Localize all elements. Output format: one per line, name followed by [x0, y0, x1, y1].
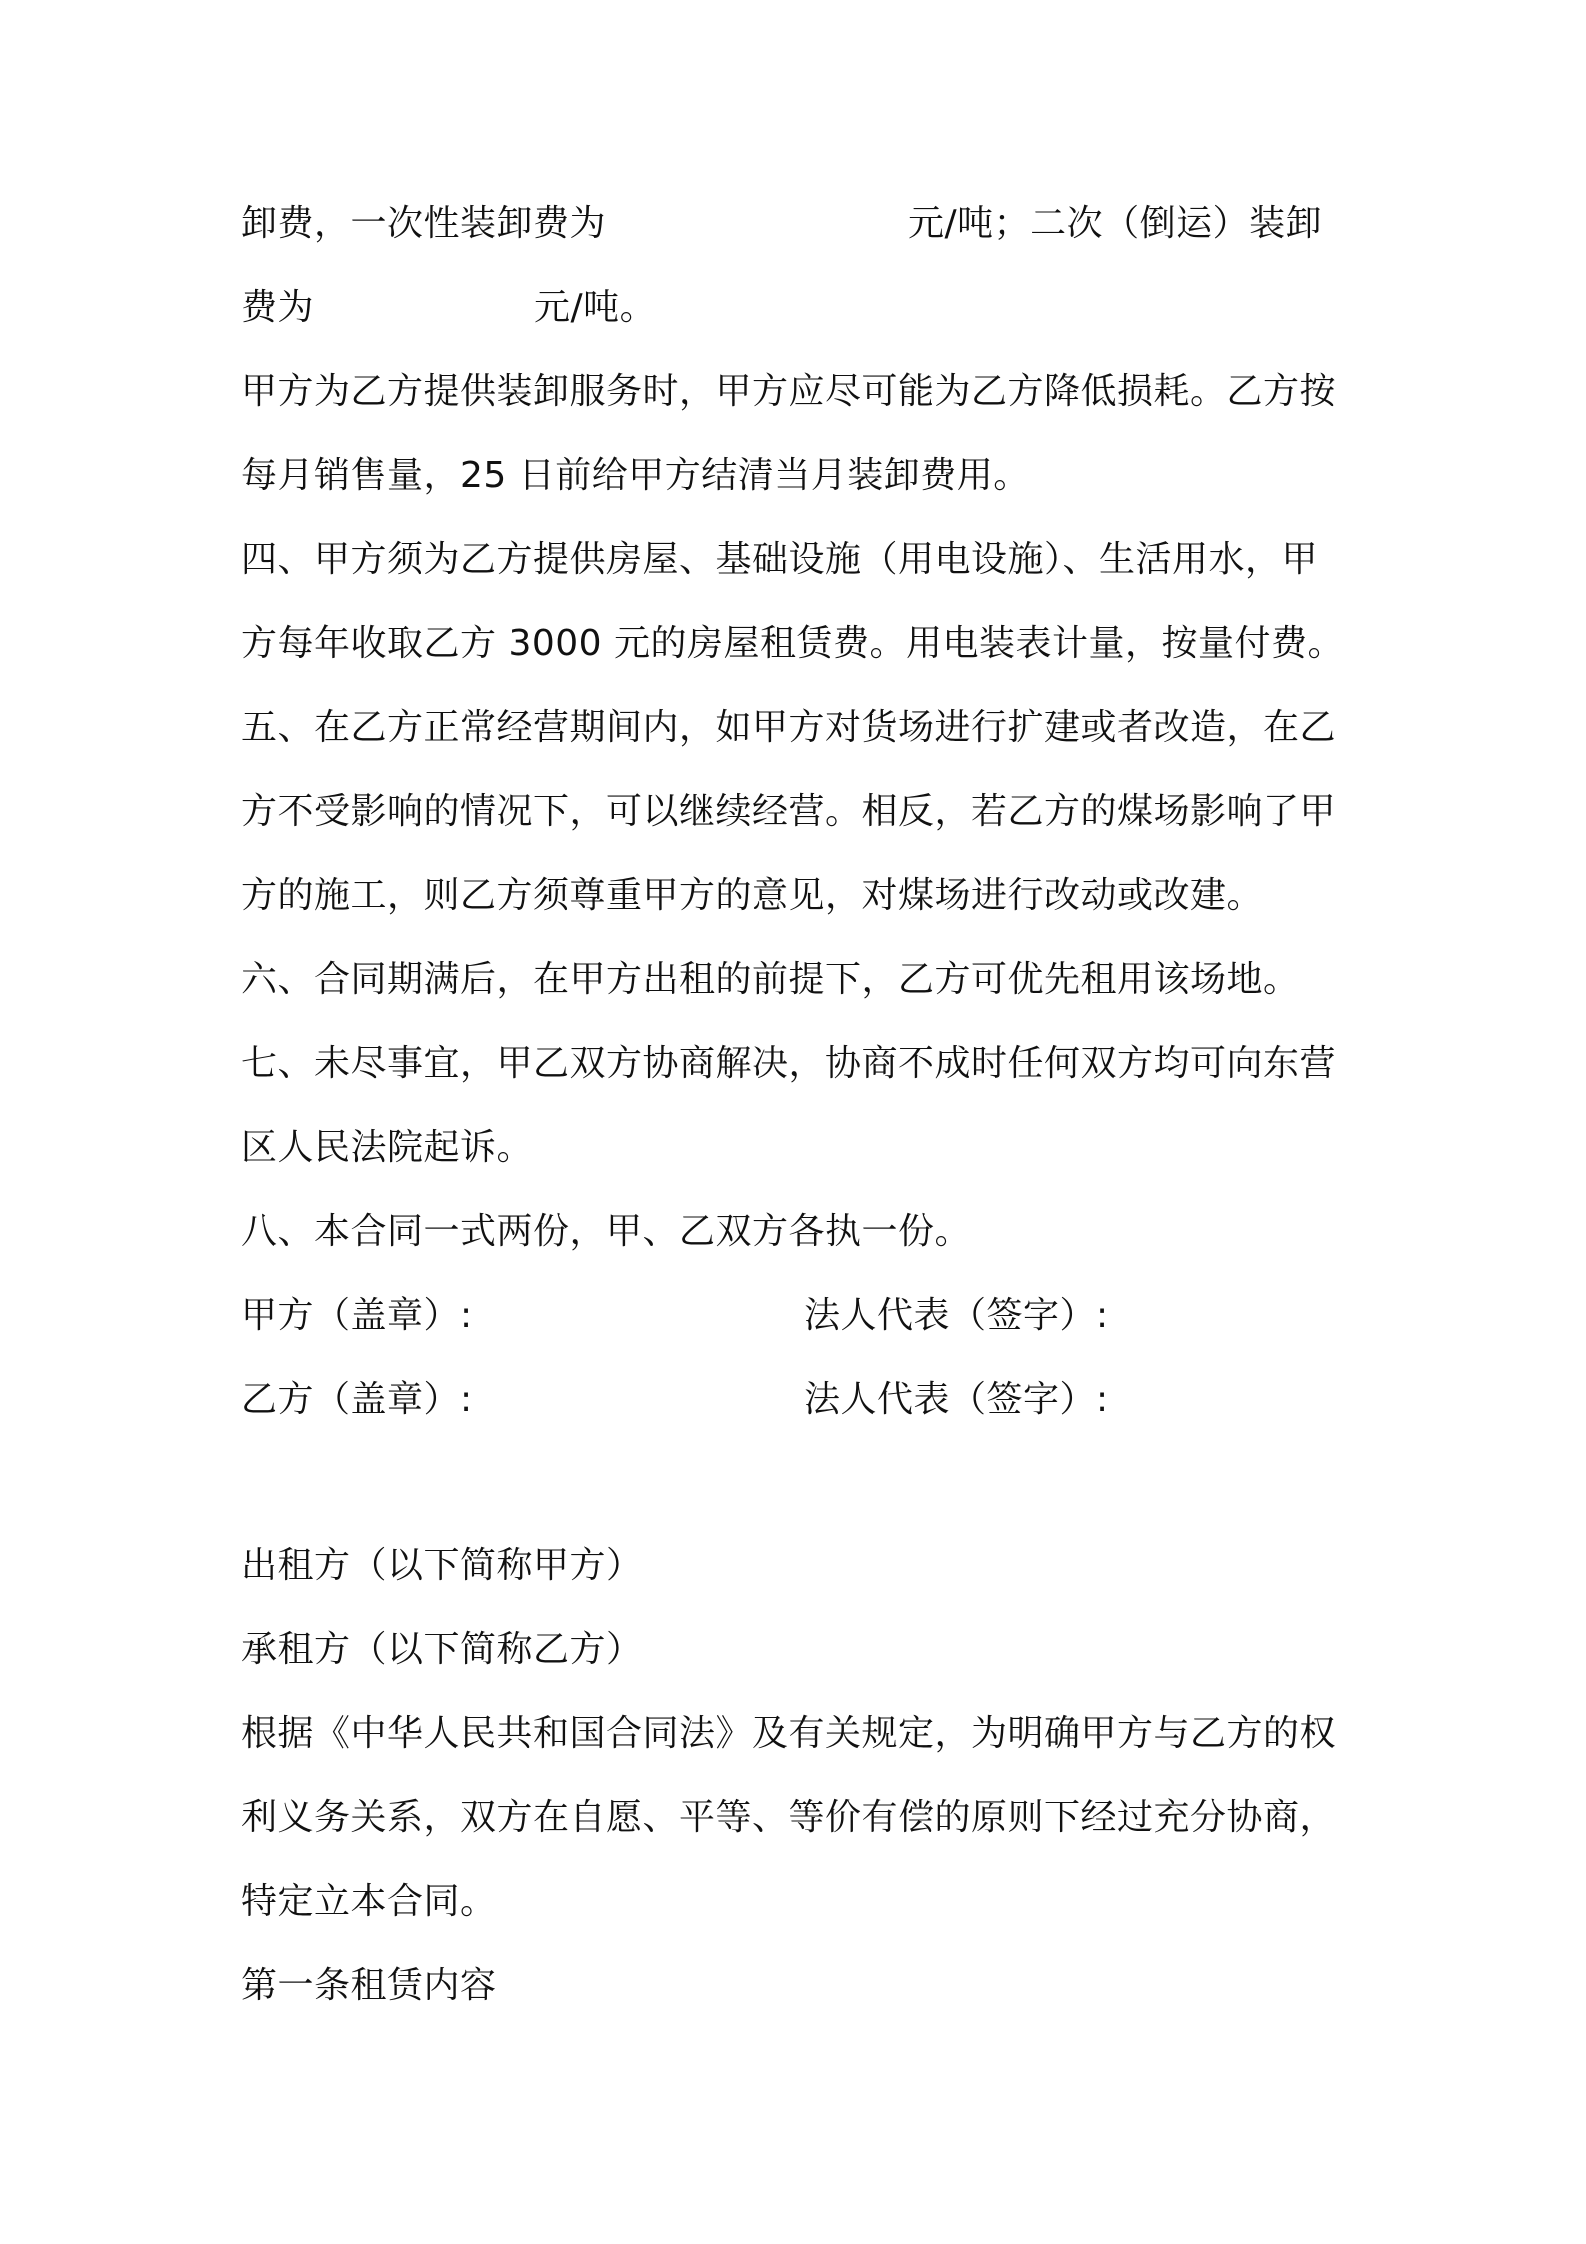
fee-text-b: 元/吨。: [534, 287, 657, 328]
loading-fee-text-b: 元/吨；二次（倒运）装卸: [908, 203, 1323, 244]
paragraph-line: 根据《中华人民共和国合同法》及有关规定，为明确甲方与乙方的权: [241, 1713, 1337, 1754]
clause-four: 四、甲方须为乙方提供房屋、基础设施（用电设施）、生活用水，甲: [241, 539, 1319, 580]
line-loading-fee: [241, 200, 1322, 248]
clause-six: 六、合同期满后，在甲方出租的前提下，乙方可优先租用该场地。: [241, 959, 1300, 1000]
paragraph-line: 每月销售量，25 日前给甲方结清当月装卸费用。: [241, 455, 1030, 496]
paragraph-line: 特定立本合同。: [241, 1881, 497, 1922]
lessor-line: 出租方（以下简称甲方）: [241, 1545, 643, 1586]
clause-seven: 七、未尽事宜，甲乙双方协商解决，协商不成时任何双方均可向东营: [241, 1043, 1337, 1084]
party-b-rep-label: 法人代表（签字）:: [804, 1379, 1109, 1420]
paragraph-line: 区人民法院起诉。: [241, 1127, 534, 1168]
lessee-line: 承租方（以下简称乙方）: [241, 1629, 643, 1670]
line-fee-second: [241, 284, 656, 332]
paragraph-line: 方的施工，则乙方须尊重甲方的意见，对煤场进行改动或改建。: [241, 875, 1264, 916]
clause-eight: 八、本合同一式两份，甲、乙双方各执一份。: [241, 1211, 972, 1252]
paragraph-line: 甲方为乙方提供装卸服务时，甲方应尽可能为乙方降低损耗。乙方按: [241, 371, 1337, 412]
fee-text-a: 费为: [241, 287, 315, 328]
loading-fee-text-a: 卸费，一次性装卸费为: [241, 203, 607, 244]
clause-five: 五、在乙方正常经营期间内，如甲方对货场进行扩建或者改造，在乙: [241, 707, 1337, 748]
party-a-rep-label: 法人代表（签字）:: [804, 1295, 1109, 1336]
paragraph-line: 方不受影响的情况下，可以继续经营。相反，若乙方的煤场影响了甲: [241, 791, 1337, 832]
paragraph-line: 利义务关系，双方在自愿、平等、等价有偿的原则下经过充分协商，: [241, 1797, 1337, 1838]
party-a-seal-label: 甲方（盖章）:: [241, 1295, 473, 1336]
paragraph-line: 方每年收取乙方 3000 元的房屋租赁费。用电装表计量，按量付费。: [241, 623, 1345, 664]
party-b-seal-label: 乙方（盖章）:: [241, 1379, 473, 1420]
article-one-heading: 第一条租赁内容: [241, 1965, 497, 2006]
